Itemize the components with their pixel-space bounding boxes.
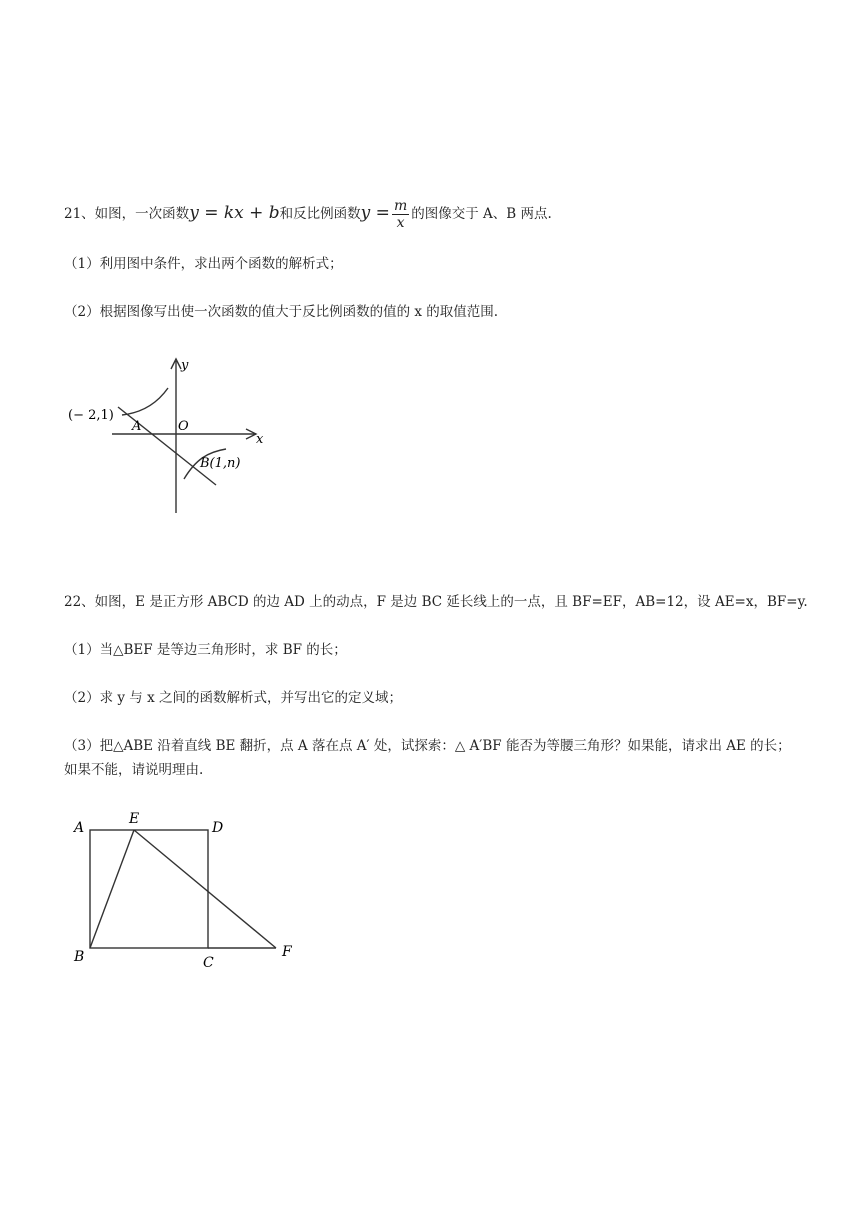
q21-point-a-coord: (− 2,1) [68,408,114,423]
q21-label-a: A [132,419,142,434]
q21-inverse-lhs: y = [360,203,390,223]
q21-label-y: y [181,358,189,373]
q21-label-o: O [178,419,189,434]
q21-inverse-denominator: x [396,215,405,231]
q21-stem [64,198,552,231]
q22-square-abcd [90,830,208,948]
q21-stem-suffix: 的图像交于 A、B 两点. [411,206,552,222]
q22-label-d: D [212,820,224,836]
q22-figure [66,808,316,968]
q21-label-b: B(1,n) [200,456,241,471]
q21-part2: （2）根据图像写出使一次函数的值大于反比例函数的值的 x 的取值范围. [64,304,499,320]
q21-inverse-numerator: m [393,198,408,214]
q21-stem-mid: 和反比例函数 [279,206,361,222]
q22-stem: 22、如图，E 是正方形 ABCD 的边 AD 上的动点，F 是边 BC 延长线上的一点，且 BF=EF，AB=12，设 AE=x，BF=y. [64,594,808,610]
q22-label-b: B [74,949,85,965]
q22-label-e: E [129,811,140,827]
q22-label-f: F [282,944,292,960]
q21-figure [60,355,280,520]
q21-part1: （1）利用图中条件，求出两个函数的解析式； [64,256,343,272]
q22-part3-line1: （3）把△ABE 沿着直线 BE 翻折，点 A 落在点 A′ 处，试探索：△ A′BF 能否为等腰三角形？如果能，请求出 AE 的长； [64,738,791,754]
q21-hyperbola-left-branch [122,388,168,415]
q22-label-a: A [74,820,85,836]
q22-segment-be [90,830,134,948]
q21-label-x: x [256,432,264,447]
q21-linear-formula: y = kx + b [189,203,280,223]
q21-stem-prefix: 21、如图，一次函数 [64,206,190,222]
q22-label-c: C [203,955,214,968]
q22-part2: （2）求 y 与 x 之间的函数解析式，并写出它的定义域； [64,690,402,706]
q22-part1: （1）当△BEF 是等边三角形时，求 BF 的长； [64,642,347,658]
q22-part3-line2: 如果不能，请说明理由. [64,762,204,778]
q22-segment-ef [134,830,276,948]
q21-inverse-fraction [392,198,409,231]
